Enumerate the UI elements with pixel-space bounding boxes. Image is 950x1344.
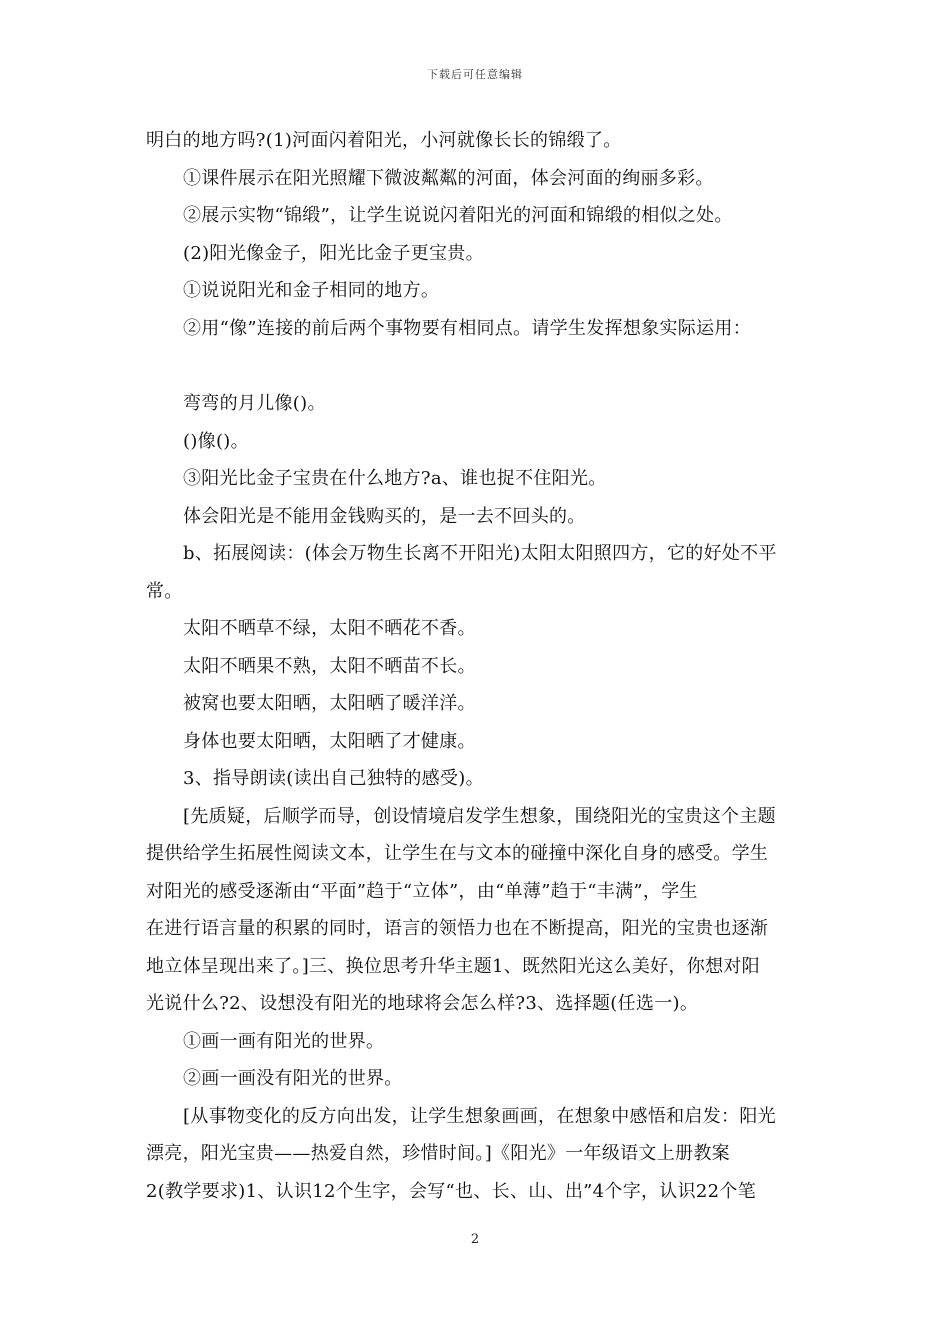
- text-line: ②展示实物“锦缎”，让学生说说闪着阳光的河面和锦缎的相似之处。: [183, 205, 733, 226]
- text-line: ③阳光比金子宝贵在什么地方?a、谁也捉不住阳光。: [183, 468, 607, 489]
- text-line: ①课件展示在阳光照耀下微波粼粼的河面，体会河面的绚丽多彩。: [183, 167, 714, 189]
- text-line: ()像()。: [183, 430, 249, 452]
- text-line: 漂亮，阳光宝贵——热爱自然，珍惜时间。]《阳光》一年级语文上册教案: [146, 1143, 730, 1164]
- page-header: 下载后可任意编辑: [427, 68, 523, 81]
- text-line: 体会阳光是不能用金钱购买的，是一去不回头的。: [183, 505, 586, 527]
- text-line: 弯弯的月儿像()。: [183, 393, 326, 414]
- paragraph-group-1: [146, 122, 806, 347]
- text-line: 常。: [146, 580, 183, 602]
- text-line: b、拓展阅读：(体会万物生长离不开阳光)太阳太阳照四方，它的好处不平: [183, 543, 777, 564]
- text-line: 地立体呈现出来了。]三、换位思考升华主题1、既然阳光这么美好，你想对阳: [146, 955, 760, 977]
- page-number: 2: [470, 1232, 480, 1247]
- text-line: 2(教学要求)1、认识12个生字，会写“也、长、山、出”4个字，认识22个笔: [146, 1180, 757, 1202]
- text-line: ①说说阳光和金子相同的地方。: [183, 280, 440, 301]
- paragraph-group-2: [146, 385, 806, 1210]
- text-line: 提供给学生拓展性阅读文本，让学生在与文本的碰撞中深化自身的感受。学生: [146, 843, 769, 864]
- text-line: 太阳不晒草不绿，太阳不晒花不香。: [183, 618, 476, 639]
- text-line: 在进行语言量的积累的同时，语言的领悟力也在不断提高，阳光的宝贵也逐渐: [146, 918, 769, 939]
- text-line: 光说什么?2、设想没有阳光的地球将会怎么样?3、选择题(任选一)。: [146, 993, 699, 1014]
- blank-line: [146, 347, 806, 385]
- text-line: [从事物变化的反方向出发，让学生想象画画，在想象中感悟和启发：阳光: [183, 1105, 776, 1127]
- text-line: ①画一画有阳光的世界。: [183, 1030, 385, 1052]
- text-line: 明白的地方吗?(1)河面闪着阳光，小河就像长长的锦缎了。: [146, 130, 622, 151]
- document-body: [146, 122, 806, 1210]
- text-line: [先质疑，后顺学而导，创设情境启发学生想象，围绕阳光的宝贵这个主题: [183, 805, 776, 827]
- text-line: 被窝也要太阳晒，太阳晒了暖洋洋。: [183, 693, 476, 714]
- text-line: 3、指导朗读(读出自己独特的感受)。: [183, 768, 484, 789]
- text-line: 对阳光的感受逐渐由“平面”趋于“立体”，由“单薄”趋于“丰满”，学生: [146, 880, 698, 902]
- text-line: ②画一画没有阳光的世界。: [183, 1068, 403, 1089]
- text-line: 身体也要太阳晒，太阳晒了才健康。: [183, 730, 476, 752]
- text-line: 太阳不晒果不熟，太阳不晒苗不长。: [183, 655, 476, 677]
- text-line: ②用“像”连接的前后两个事物要有相同点。请学生发挥想象实际运用：: [183, 317, 752, 339]
- text-line: (2)阳光像金子，阳光比金子更宝贵。: [183, 242, 484, 264]
